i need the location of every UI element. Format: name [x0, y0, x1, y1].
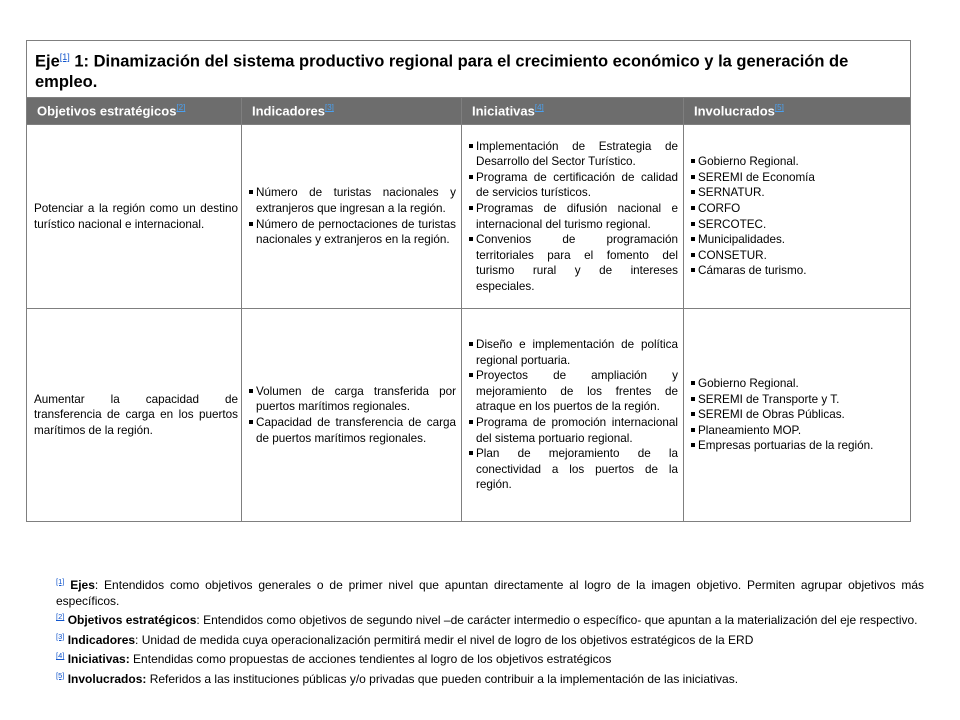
list-item: Programas de difusión nacional e internacional del turismo regional.: [469, 201, 678, 232]
list-item: Programa de promoción internacional del sistema portuario regional.: [469, 415, 678, 446]
footnote-text: Referidos a las instituciones públicas y/o privadas que pueden contribuir a la implementación de las iniciativas.: [146, 671, 739, 686]
column-header-stakeholders: [684, 98, 911, 125]
footnote-text: : Entendidos como objetivos generales o de primer nivel que apuntan directamente al logro de la imagen objetivo. Permiten agrupar objetivos más específicos.: [56, 578, 924, 608]
list-item: Número de pernoctaciones de turistas nacionales y extranjeros en la región.: [249, 217, 456, 248]
column-header-initiatives: [462, 98, 684, 125]
list-item: Municipalidades.: [691, 232, 905, 248]
list-item: Número de turistas nacionales y extranjeros que ingresan a la región.: [249, 185, 456, 216]
list-item: Gobierno Regional.: [691, 376, 905, 392]
list-item: CORFO: [691, 201, 905, 217]
footnote-term: Involucrados:: [67, 671, 147, 686]
footnote-text: : Entendidos como objetivos de segundo nivel –de carácter intermedio o específico- que apuntan a la materialización del eje respectivo.: [196, 613, 918, 628]
list-item: Empresas portuarias de la región.: [691, 438, 905, 454]
indicators-cell: [242, 309, 462, 522]
list-item: Cámaras de turismo.: [691, 263, 905, 279]
table-row: [27, 125, 911, 309]
objective-cell: Aumentar la capacidad de transferencia de carga en los puertos marítimos de la región.: [27, 309, 242, 522]
list-item: Plan de mejoramiento de la conectividad a los puertos de la región.: [469, 446, 678, 493]
footnote: [56, 648, 924, 668]
footnote: [56, 574, 924, 609]
footnote-term: Ejes: [70, 578, 95, 592]
column-header-label: Objetivos estratégicos: [37, 103, 177, 119]
list-item: CONSETUR.: [691, 248, 905, 264]
footnote-link[interactable]: [4]: [56, 651, 65, 661]
list-item: SEREMI de Economía: [691, 170, 905, 186]
column-header-footnote-link[interactable]: [3]: [324, 103, 334, 113]
footnote-link[interactable]: [5]: [56, 670, 65, 680]
column-header-footnote-link[interactable]: [4]: [534, 103, 544, 113]
list-item: Implementación de Estrategia de Desarrollo del Sector Turístico.: [469, 139, 678, 170]
footnote-term: Indicadores: [67, 632, 136, 647]
list-item: Proyectos de ampliación y mejoramiento de los frentes de atraque en los puertos de la región.: [469, 368, 678, 415]
initiatives-cell: [462, 309, 684, 522]
column-header-footnote-link[interactable]: [5]: [774, 103, 784, 113]
footnote-term: Iniciativas:: [67, 652, 130, 667]
list-item: Planeamiento MOP.: [691, 423, 905, 439]
footnote-text: : Unidad de medida cuya operacionalización permitirá medir el nivel de logro de los objetivos estratégicos de la ERD: [135, 632, 754, 647]
list-item: SEREMI de Transporte y T.: [691, 392, 905, 408]
footnote: [56, 609, 924, 629]
footnote: [56, 668, 924, 688]
list-item: SERNATUR.: [691, 185, 905, 201]
column-header-objectives: [27, 98, 242, 125]
footnote-link[interactable]: [1]: [56, 577, 65, 586]
footnote-link[interactable]: [3]: [56, 631, 65, 641]
axis-title-text: 1: Dinamización del sistema productivo regional para el crecimiento económico y la generación de empleo.: [35, 52, 849, 91]
stakeholders-cell: [684, 125, 911, 309]
axis-title-prefix: Eje: [35, 52, 60, 71]
strategy-table: [26, 40, 911, 522]
list-item: SERCOTEC.: [691, 217, 905, 233]
stakeholders-cell: [684, 309, 911, 522]
column-header-label: Involucrados: [694, 103, 775, 119]
footnote-link[interactable]: [2]: [56, 612, 65, 622]
column-header-label: Indicadores: [252, 103, 325, 119]
list-item: Diseño e implementación de política regional portuaria.: [469, 337, 678, 368]
list-item: Volumen de carga transferida por puertos marítimos regionales.: [249, 384, 456, 415]
table-row: [27, 309, 911, 522]
footnotes: [56, 574, 924, 688]
footnote-text: Entendidas como propuestas de acciones tendientes al logro de los objetivos estratégicos: [129, 652, 612, 667]
footnote: [56, 629, 924, 649]
list-item: Gobierno Regional.: [691, 154, 905, 170]
list-item: Programa de certificación de calidad de servicios turísticos.: [469, 170, 678, 201]
column-header-label: Iniciativas: [472, 103, 535, 119]
objective-cell: Potenciar a la región como un destino turístico nacional e internacional.: [27, 125, 242, 309]
axis-title-footnote-link[interactable]: [1]: [59, 52, 70, 62]
list-item: SEREMI de Obras Públicas.: [691, 407, 905, 423]
initiatives-cell: [462, 125, 684, 309]
indicators-cell: [242, 125, 462, 309]
column-header-footnote-link[interactable]: [2]: [176, 103, 186, 113]
table-header-row: [27, 98, 911, 125]
footnote-term: Objetivos estratégicos: [67, 613, 197, 628]
list-item: Convenios de programación territoriales para el fomento del turismo rural y de intereses especiales.: [469, 232, 678, 294]
axis-title: [27, 41, 911, 98]
list-item: Capacidad de transferencia de carga de puertos marítimos regionales.: [249, 415, 456, 446]
column-header-indicators: [242, 98, 462, 125]
